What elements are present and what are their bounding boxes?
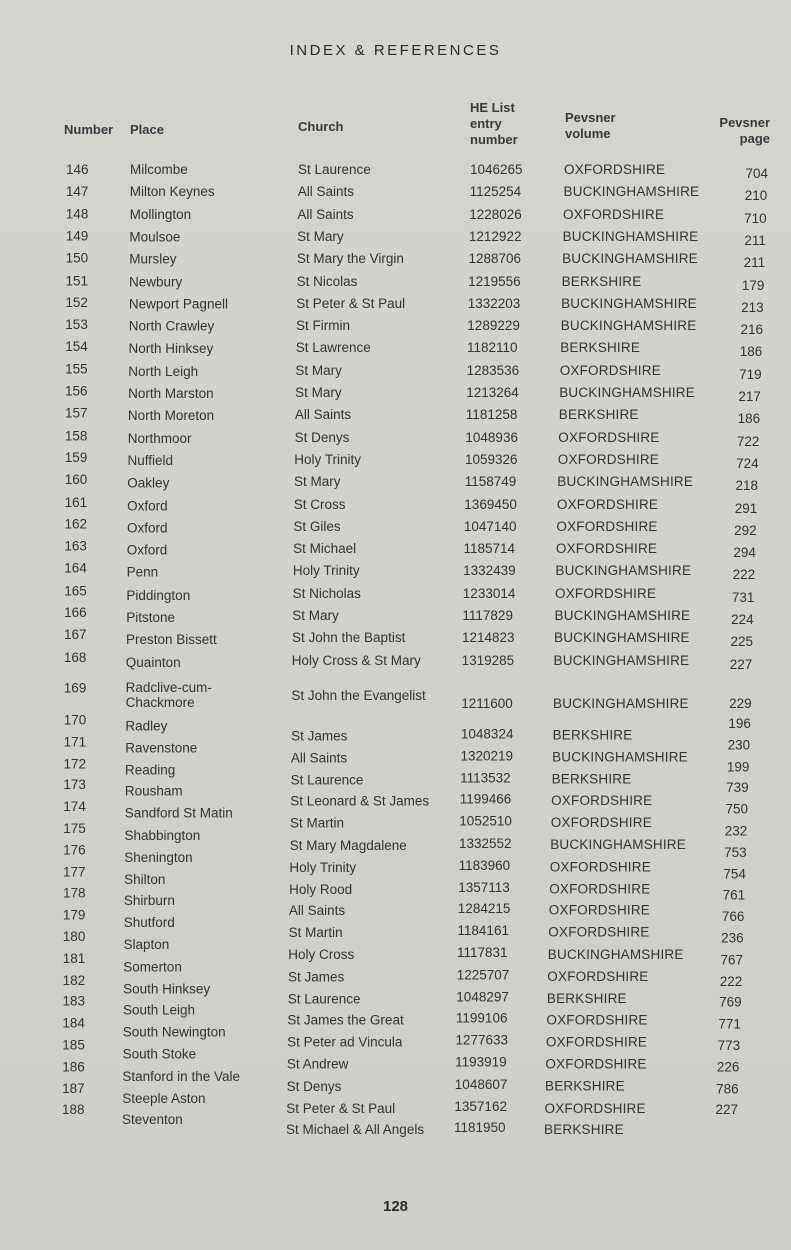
cell-church: St Mary Magdalene bbox=[289, 837, 407, 853]
cell-pp: 179 bbox=[741, 277, 765, 293]
cell-place: Somerton bbox=[123, 959, 182, 975]
cell-pp: 731 bbox=[731, 589, 755, 605]
cell-he: 1048607 bbox=[454, 1076, 508, 1092]
cell-church: St Denys bbox=[286, 1078, 342, 1094]
cell-place: Steventon bbox=[122, 1112, 183, 1128]
cell-church: St Mary bbox=[295, 385, 342, 400]
cell-place: Stanford in the Vale bbox=[122, 1068, 240, 1084]
cell-num: 156 bbox=[65, 383, 88, 399]
cell-pp: 229 bbox=[729, 696, 752, 711]
cell-pv: OXFORDSHIRE bbox=[558, 429, 660, 445]
cell-pv: OXFORDSHIRE bbox=[559, 362, 661, 378]
cell-pp: 230 bbox=[727, 737, 751, 753]
cell-place: Ravenstone bbox=[125, 740, 198, 756]
cell-he: 1048324 bbox=[460, 726, 514, 742]
place-line: Chackmore bbox=[125, 695, 195, 711]
cell-pp: 704 bbox=[745, 166, 768, 181]
cell-pp: 232 bbox=[724, 823, 748, 839]
cell-pp: 211 bbox=[744, 232, 766, 248]
header-pp-line: page bbox=[739, 131, 770, 146]
cell-place: Shilton bbox=[124, 871, 166, 887]
cell-pv: OXFORDSHIRE bbox=[555, 541, 658, 557]
cell-num: 148 bbox=[65, 206, 89, 222]
cell-num: 147 bbox=[65, 184, 89, 200]
cell-pv: BUCKINGHAMSHIRE bbox=[557, 474, 694, 490]
cell-num: 181 bbox=[62, 950, 86, 966]
cell-pp: 771 bbox=[718, 1016, 741, 1032]
cell-num: 173 bbox=[63, 777, 86, 793]
cell-pv: BUCKINGHAMSHIRE bbox=[560, 318, 697, 334]
cell-he: 1284215 bbox=[457, 901, 511, 917]
cell-pv: BUCKINGHAMSHIRE bbox=[559, 385, 695, 400]
cell-he: 1059326 bbox=[465, 451, 518, 467]
cell-num: 161 bbox=[64, 494, 88, 510]
header-church: Church bbox=[298, 119, 344, 134]
cell-num: 188 bbox=[62, 1102, 85, 1118]
cell-place: South Leigh bbox=[123, 1002, 196, 1018]
cell-church: St Andrew bbox=[286, 1056, 349, 1072]
cell-church: Holy Cross bbox=[288, 947, 355, 963]
cell-church: Holy Rood bbox=[289, 881, 353, 897]
cell-num: 155 bbox=[65, 361, 88, 377]
place-line: Radclive-cum- bbox=[125, 680, 212, 696]
cell-num: 166 bbox=[64, 605, 87, 621]
cell-he: 1213264 bbox=[466, 385, 519, 400]
cell-church: St Michael bbox=[293, 541, 357, 557]
header-number: Number bbox=[64, 122, 114, 137]
cell-church: All Saints bbox=[288, 903, 346, 919]
cell-pp: 739 bbox=[726, 780, 749, 796]
cell-pv: OXFORDSHIRE bbox=[550, 815, 652, 831]
cell-pp: 722 bbox=[736, 433, 760, 449]
cell-place: Newport Pagnell bbox=[128, 296, 228, 312]
cell-place: Shenington bbox=[124, 849, 193, 865]
cell-pp: 186 bbox=[737, 411, 761, 427]
cell-he: 1225707 bbox=[456, 967, 510, 983]
cell-he: 1125254 bbox=[469, 184, 522, 200]
cell-place: Shabbington bbox=[124, 827, 201, 843]
cell-he: 1283536 bbox=[466, 362, 520, 378]
cell-place: North Moreton bbox=[127, 408, 215, 424]
cell-he: 1332203 bbox=[467, 295, 521, 311]
cell-num: 175 bbox=[63, 820, 86, 836]
cell-pp: 196 bbox=[728, 716, 751, 731]
cell-pv: OXFORDSHIRE bbox=[556, 518, 658, 534]
cell-he: 1211600 bbox=[461, 696, 513, 711]
cell-num: 185 bbox=[62, 1037, 85, 1053]
cell-num: 160 bbox=[64, 472, 88, 488]
cell-pp: 218 bbox=[735, 478, 758, 494]
cell-he: 1332552 bbox=[459, 835, 512, 851]
cell-he: 1199106 bbox=[455, 1010, 508, 1026]
cell-place: Sandford St Matin bbox=[124, 805, 233, 821]
cell-pv: BUCKINGHAMSHIRE bbox=[552, 749, 688, 765]
cell-place: North Marston bbox=[128, 386, 214, 401]
header-he-line: entry bbox=[470, 116, 502, 131]
cell-place: Slapton bbox=[123, 937, 170, 953]
cell-pv: BERKSHIRE bbox=[546, 990, 627, 1006]
cell-pp: 226 bbox=[716, 1059, 740, 1075]
cell-pp: 222 bbox=[719, 973, 743, 989]
cell-pp: 216 bbox=[740, 322, 763, 338]
cell-pv: BUCKINGHAMSHIRE bbox=[553, 696, 689, 711]
cell-he: 1369450 bbox=[464, 496, 517, 512]
cell-church: St Giles bbox=[293, 518, 341, 534]
header-pv-line: Pevsner bbox=[565, 110, 616, 125]
cell-church: All Saints bbox=[294, 407, 352, 423]
cell-pv: OXFORDSHIRE bbox=[549, 859, 651, 875]
cell-church: Holy Trinity bbox=[292, 563, 360, 579]
cell-he: 1181258 bbox=[465, 407, 518, 423]
cell-pv: BERKSHIRE bbox=[545, 1078, 625, 1094]
cell-he: 1158749 bbox=[464, 474, 517, 490]
cell-num: 183 bbox=[62, 994, 86, 1010]
cell-he: 1233014 bbox=[462, 585, 516, 601]
cell-place: Shutford bbox=[123, 915, 175, 931]
header-place: Place bbox=[130, 122, 164, 137]
cell-place: South Hinksey bbox=[123, 980, 211, 996]
cell-pp: 225 bbox=[730, 634, 753, 650]
cell-num: 164 bbox=[64, 560, 87, 576]
cell-place: Radley bbox=[125, 718, 168, 734]
cell-num: 153 bbox=[65, 317, 88, 333]
cell-he: 1319285 bbox=[461, 652, 515, 668]
cell-pv: BERKSHIRE bbox=[561, 273, 642, 289]
cell-pv: OXFORDSHIRE bbox=[548, 924, 650, 940]
header-pv-line: volume bbox=[565, 126, 611, 141]
cell-church: St Mary bbox=[294, 474, 341, 490]
cell-pv: BUCKINGHAMSHIRE bbox=[554, 630, 690, 646]
cell-num: 165 bbox=[64, 582, 87, 598]
cell-place: South Newington bbox=[122, 1024, 226, 1040]
header-he-line: HE List bbox=[470, 100, 515, 115]
cell-place: Mursley bbox=[129, 251, 177, 267]
cell-pp: 773 bbox=[717, 1038, 741, 1053]
cell-pv: BERKSHIRE bbox=[552, 727, 633, 743]
cell-he: 1113532 bbox=[460, 770, 511, 786]
cell-church: St Denys bbox=[294, 429, 350, 445]
cell-pp: 294 bbox=[733, 545, 756, 561]
cell-place: South Stoke bbox=[122, 1046, 197, 1062]
cell-num: 182 bbox=[62, 972, 86, 988]
cell-he: 1184161 bbox=[457, 923, 509, 939]
cell-church: St Michael & All Angels bbox=[286, 1122, 425, 1138]
cell-he: 1214823 bbox=[462, 630, 515, 646]
cell-he: 1332439 bbox=[463, 563, 516, 579]
cell-pv: BUCKINGHAMSHIRE bbox=[547, 946, 684, 962]
cell-num: 170 bbox=[63, 712, 87, 728]
cell-pv: BUCKINGHAMSHIRE bbox=[550, 837, 686, 853]
cell-num: 158 bbox=[64, 427, 88, 443]
cell-num: 146 bbox=[66, 162, 89, 177]
cell-he: 1320219 bbox=[460, 748, 514, 764]
cell-num: 177 bbox=[63, 864, 86, 880]
cell-church: St Leonard & St James bbox=[290, 793, 430, 809]
cell-he: 1219556 bbox=[468, 273, 521, 289]
cell-he: 1212922 bbox=[468, 228, 522, 244]
page-number: 128 bbox=[382, 1198, 409, 1215]
cell-church: St Martin bbox=[288, 925, 343, 941]
cell-pv: BUCKINGHAMSHIRE bbox=[554, 608, 691, 623]
cell-church: St Laurence bbox=[290, 772, 364, 788]
cell-church: St James bbox=[291, 728, 348, 744]
cell-pp: 769 bbox=[719, 995, 742, 1011]
cell-church: St Nicolas bbox=[296, 273, 358, 289]
cell-pp: 750 bbox=[725, 801, 748, 817]
cell-place: Steeple Aston bbox=[122, 1090, 206, 1106]
cell-num: 159 bbox=[64, 449, 88, 465]
cell-num: 187 bbox=[62, 1080, 85, 1096]
cell-pv: BUCKINGHAMSHIRE bbox=[563, 184, 700, 200]
cell-pv: OXFORDSHIRE bbox=[544, 1100, 646, 1116]
cell-place: North Hinksey bbox=[128, 341, 214, 357]
cell-num: 178 bbox=[63, 885, 86, 901]
cell-place: Oxford bbox=[127, 497, 168, 513]
cell-num: 184 bbox=[62, 1015, 85, 1031]
cell-church: St Mary the Virgin bbox=[296, 251, 404, 267]
cell-num: 186 bbox=[62, 1059, 85, 1075]
cell-he: 1117829 bbox=[462, 608, 513, 623]
cell-pv: BERKSHIRE bbox=[558, 407, 639, 423]
cell-he: 1048936 bbox=[465, 429, 518, 445]
cell-place: Mollington bbox=[129, 206, 192, 222]
cell-church: St James the Great bbox=[287, 1012, 404, 1028]
cell-church: St Martin bbox=[290, 815, 345, 831]
cell-pv: BERKSHIRE bbox=[560, 340, 641, 356]
cell-num: 168 bbox=[63, 649, 87, 665]
cell-pv: OXFORDSHIRE bbox=[555, 585, 657, 601]
cell-pp: 227 bbox=[729, 656, 753, 672]
cell-church: St Mary bbox=[292, 608, 339, 623]
cell-church: St John the Evangelist bbox=[291, 688, 426, 703]
cell-num: 171 bbox=[63, 734, 87, 750]
cell-he: 1289229 bbox=[467, 318, 520, 334]
cell-he: 1199466 bbox=[459, 791, 512, 807]
cell-pp: 186 bbox=[739, 344, 763, 360]
cell-pv: OXFORDSHIRE bbox=[545, 1034, 648, 1050]
cell-pv: BERKSHIRE bbox=[551, 771, 632, 787]
cell-church: All Saints bbox=[290, 750, 348, 766]
cell-place: Oakley bbox=[127, 475, 170, 491]
cell-num: 179 bbox=[62, 907, 86, 923]
cell-he: 1052510 bbox=[459, 813, 512, 829]
cell-place: Pitstone bbox=[126, 609, 175, 625]
cell-he: 1288706 bbox=[468, 251, 522, 267]
cell-pv: BUCKINGHAMSHIRE bbox=[561, 295, 697, 311]
cell-church: Holy Trinity bbox=[294, 451, 362, 467]
cell-num: 150 bbox=[65, 250, 89, 266]
cell-pv: OXFORDSHIRE bbox=[548, 902, 651, 918]
cell-he: 1357162 bbox=[454, 1098, 507, 1114]
running-head: INDEX & REFERENCES bbox=[289, 42, 502, 59]
cell-church: St Peter & St Paul bbox=[286, 1100, 396, 1116]
cell-place: Piddington bbox=[126, 587, 191, 603]
cell-place: Reading bbox=[125, 762, 176, 778]
cell-pp: 210 bbox=[744, 188, 768, 204]
cell-church: St Lawrence bbox=[295, 340, 371, 356]
cell-he: 1117831 bbox=[457, 945, 508, 961]
cell-pv: BUCKINGHAMSHIRE bbox=[562, 251, 698, 267]
cell-church: St Cross bbox=[293, 496, 346, 512]
cell-he: 1181950 bbox=[454, 1120, 506, 1136]
cell-place bbox=[126, 680, 212, 710]
cell-pv: OXFORDSHIRE bbox=[551, 793, 653, 809]
cell-pp: 199 bbox=[726, 758, 750, 774]
cell-pp: 766 bbox=[721, 909, 745, 925]
cell-church: St Laurence bbox=[298, 162, 371, 177]
cell-pv: BERKSHIRE bbox=[544, 1122, 624, 1138]
cell-place: Milcombe bbox=[130, 162, 188, 177]
cell-pp: 291 bbox=[734, 500, 758, 516]
cell-pv: OXFORDSHIRE bbox=[549, 880, 651, 896]
cell-he: 1277633 bbox=[455, 1032, 509, 1048]
cell-place: North Crawley bbox=[128, 318, 215, 334]
cell-num: 169 bbox=[63, 680, 87, 696]
cell-pv: BUCKINGHAMSHIRE bbox=[555, 563, 692, 579]
cell-church: All Saints bbox=[297, 206, 354, 222]
cell-pp: 236 bbox=[721, 930, 744, 946]
cell-num: 151 bbox=[65, 272, 89, 288]
cell-place: Penn bbox=[126, 565, 159, 581]
cell-pp: 224 bbox=[731, 612, 754, 627]
cell-place: Nuffield bbox=[127, 453, 174, 469]
cell-pp: 767 bbox=[720, 952, 743, 968]
cell-he: 1047140 bbox=[463, 518, 517, 534]
cell-num: 167 bbox=[64, 627, 87, 643]
cell-pp: 761 bbox=[722, 887, 746, 903]
cell-place: Preston Bissett bbox=[126, 632, 217, 648]
cell-church: St John the Baptist bbox=[292, 630, 406, 646]
cell-place: Northmoor bbox=[127, 430, 192, 446]
header-he-line: number bbox=[470, 132, 518, 147]
cell-pv: BUCKINGHAMSHIRE bbox=[562, 228, 699, 244]
cell-he: 1193919 bbox=[455, 1054, 507, 1070]
cell-pp: 754 bbox=[723, 866, 746, 882]
cell-place: Newbury bbox=[129, 274, 183, 289]
cell-num: 162 bbox=[64, 516, 88, 532]
cell-church: All Saints bbox=[297, 184, 354, 200]
cell-pp: 211 bbox=[743, 255, 766, 271]
header-pp-line: Pevsner bbox=[719, 115, 770, 130]
cell-num: 172 bbox=[63, 755, 87, 771]
cell-num: 176 bbox=[63, 842, 86, 858]
cell-num: 180 bbox=[62, 929, 86, 945]
cell-church: St Peter & St Paul bbox=[296, 295, 406, 311]
cell-church: St Mary bbox=[295, 362, 342, 378]
cell-church: St Firmin bbox=[296, 318, 350, 334]
cell-num: 157 bbox=[65, 405, 88, 421]
cell-place: Milton Keynes bbox=[129, 184, 215, 200]
cell-pp: 724 bbox=[736, 455, 759, 471]
cell-pp: 753 bbox=[724, 844, 747, 860]
cell-place: Moulsoe bbox=[129, 229, 181, 245]
cell-church: St Mary bbox=[297, 228, 344, 244]
cell-church: Holy Trinity bbox=[289, 859, 357, 875]
cell-pv: BUCKINGHAMSHIRE bbox=[553, 652, 690, 668]
cell-pp: 222 bbox=[732, 567, 756, 583]
cell-pv: OXFORDSHIRE bbox=[564, 162, 666, 177]
cell-he: 1182110 bbox=[467, 340, 518, 356]
cell-pp: 786 bbox=[716, 1080, 739, 1096]
cell-church: Holy Cross & St Mary bbox=[291, 652, 421, 668]
cell-pv: OXFORDSHIRE bbox=[563, 206, 665, 222]
cell-he: 1185714 bbox=[463, 541, 516, 557]
cell-num: 174 bbox=[63, 799, 86, 815]
cell-pv: OXFORDSHIRE bbox=[545, 1056, 647, 1072]
cell-pp: 710 bbox=[744, 210, 767, 226]
cell-pv: OXFORDSHIRE bbox=[547, 968, 649, 984]
cell-place: North Leigh bbox=[128, 363, 199, 379]
cell-church: St Peter ad Vincula bbox=[287, 1034, 403, 1050]
cell-num: 163 bbox=[64, 538, 87, 554]
cell-church: St Nicholas bbox=[292, 585, 361, 601]
cell-he: 1357113 bbox=[458, 879, 510, 895]
cell-pp: 217 bbox=[738, 389, 761, 404]
cell-pv: OXFORDSHIRE bbox=[557, 451, 660, 467]
cell-num: 152 bbox=[65, 294, 88, 310]
cell-place: Quainton bbox=[125, 654, 181, 670]
cell-place: Rousham bbox=[124, 783, 183, 799]
cell-place: Shirburn bbox=[123, 893, 175, 909]
cell-num: 154 bbox=[65, 339, 88, 355]
cell-place: Oxford bbox=[126, 542, 168, 558]
cell-church: St James bbox=[288, 969, 345, 985]
cell-pv: OXFORDSHIRE bbox=[546, 1012, 648, 1028]
cell-num: 149 bbox=[65, 228, 89, 244]
cell-pp: 213 bbox=[741, 299, 764, 315]
cell-he: 1228026 bbox=[469, 206, 522, 222]
cell-pp: 292 bbox=[734, 522, 757, 538]
cell-pp: 227 bbox=[715, 1102, 738, 1118]
cell-pp: 719 bbox=[739, 366, 762, 382]
cell-he: 1183960 bbox=[458, 857, 511, 873]
cell-he: 1046265 bbox=[470, 162, 523, 177]
cell-church: St Laurence bbox=[287, 990, 361, 1006]
cell-place: Oxford bbox=[127, 520, 168, 536]
cell-he: 1048297 bbox=[456, 988, 509, 1004]
cell-pv: OXFORDSHIRE bbox=[556, 496, 659, 512]
